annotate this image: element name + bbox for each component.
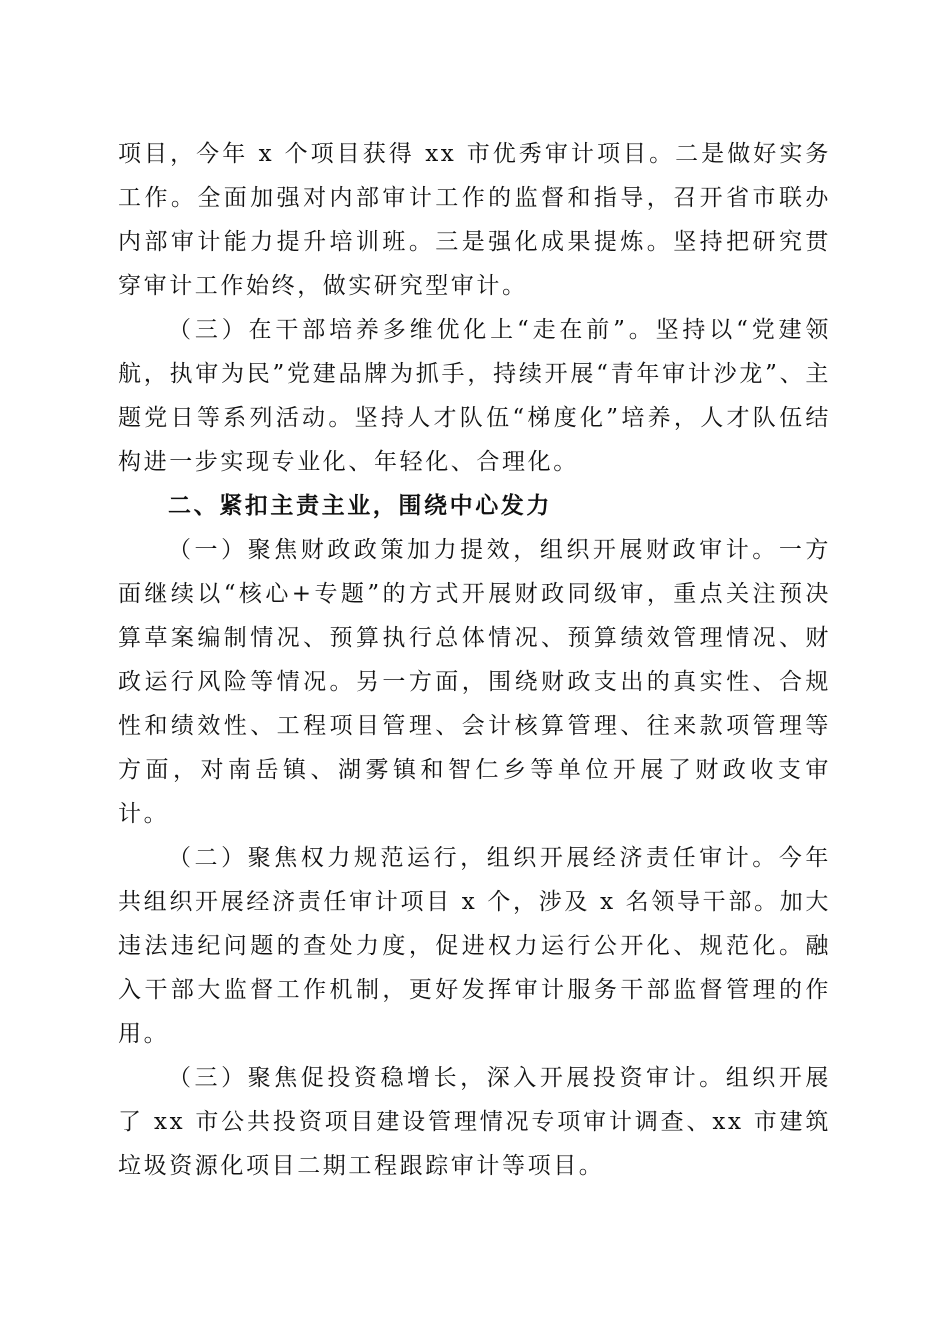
paragraph-investment-audit: （三）聚焦促投资稳增长，深入开展投资审计。组织开展了 xx 市公共投资项目建设管理情况专项审计调查、xx 市建筑垃圾资源化项目二期工程跟踪审计等项目。 (118, 1065, 831, 1179)
paragraph-economic-responsibility-audit: （二）聚焦权力规范运行，组织开展经济责任审计。今年共组织开展经济责任审计项目 x 个，涉及 x 名领导干部。加大违法违纪问题的查处力度，促进权力运行公开化、规范化。融入干部大监督工作机制，更好发挥审计服务干部监督管理的作用。 (118, 845, 831, 1047)
paragraph-fiscal-audit: （一）聚焦财政政策加力提效，组织开展财政审计。一方面继续以“核心+专题”的方式开展财政同级审，重点关注预决算草案编制情况、预算执行总体情况、预算绩效管理情况、财政运行风险等情况。另一方面，围绕财政支出的真实性、合规性和绩效性、工程项目管理、会计核算管理、往来款项管理等方面，对南岳镇、湖雾镇和智仁乡等单位开展了财政收支审计。 (118, 537, 831, 827)
document-body (118, 132, 831, 1188)
paragraph-continuation: 项目，今年 x 个项目获得 xx 市优秀审计项目。二是做好实务工作。全面加强对内部审计工作的监督和指导，召开省市联办内部审计能力提升培训班。三是强化成果提炼。坚持把研究贯穿审计工作始终，做实研究型审计。 (118, 141, 831, 299)
paragraph-cadre-training: （三）在干部培养多维优化上“走在前”。坚持以“党建领航，执审为民”党建品牌为抓手，持续开展“青年审计沙龙”、主题党日等系列活动。坚持人才队伍“梯度化”培养，人才队伍结构进一步实现专业化、年轻化、合理化。 (118, 317, 831, 475)
section-heading: 二、紧扣主责主业，围绕中心发力 (168, 493, 552, 519)
